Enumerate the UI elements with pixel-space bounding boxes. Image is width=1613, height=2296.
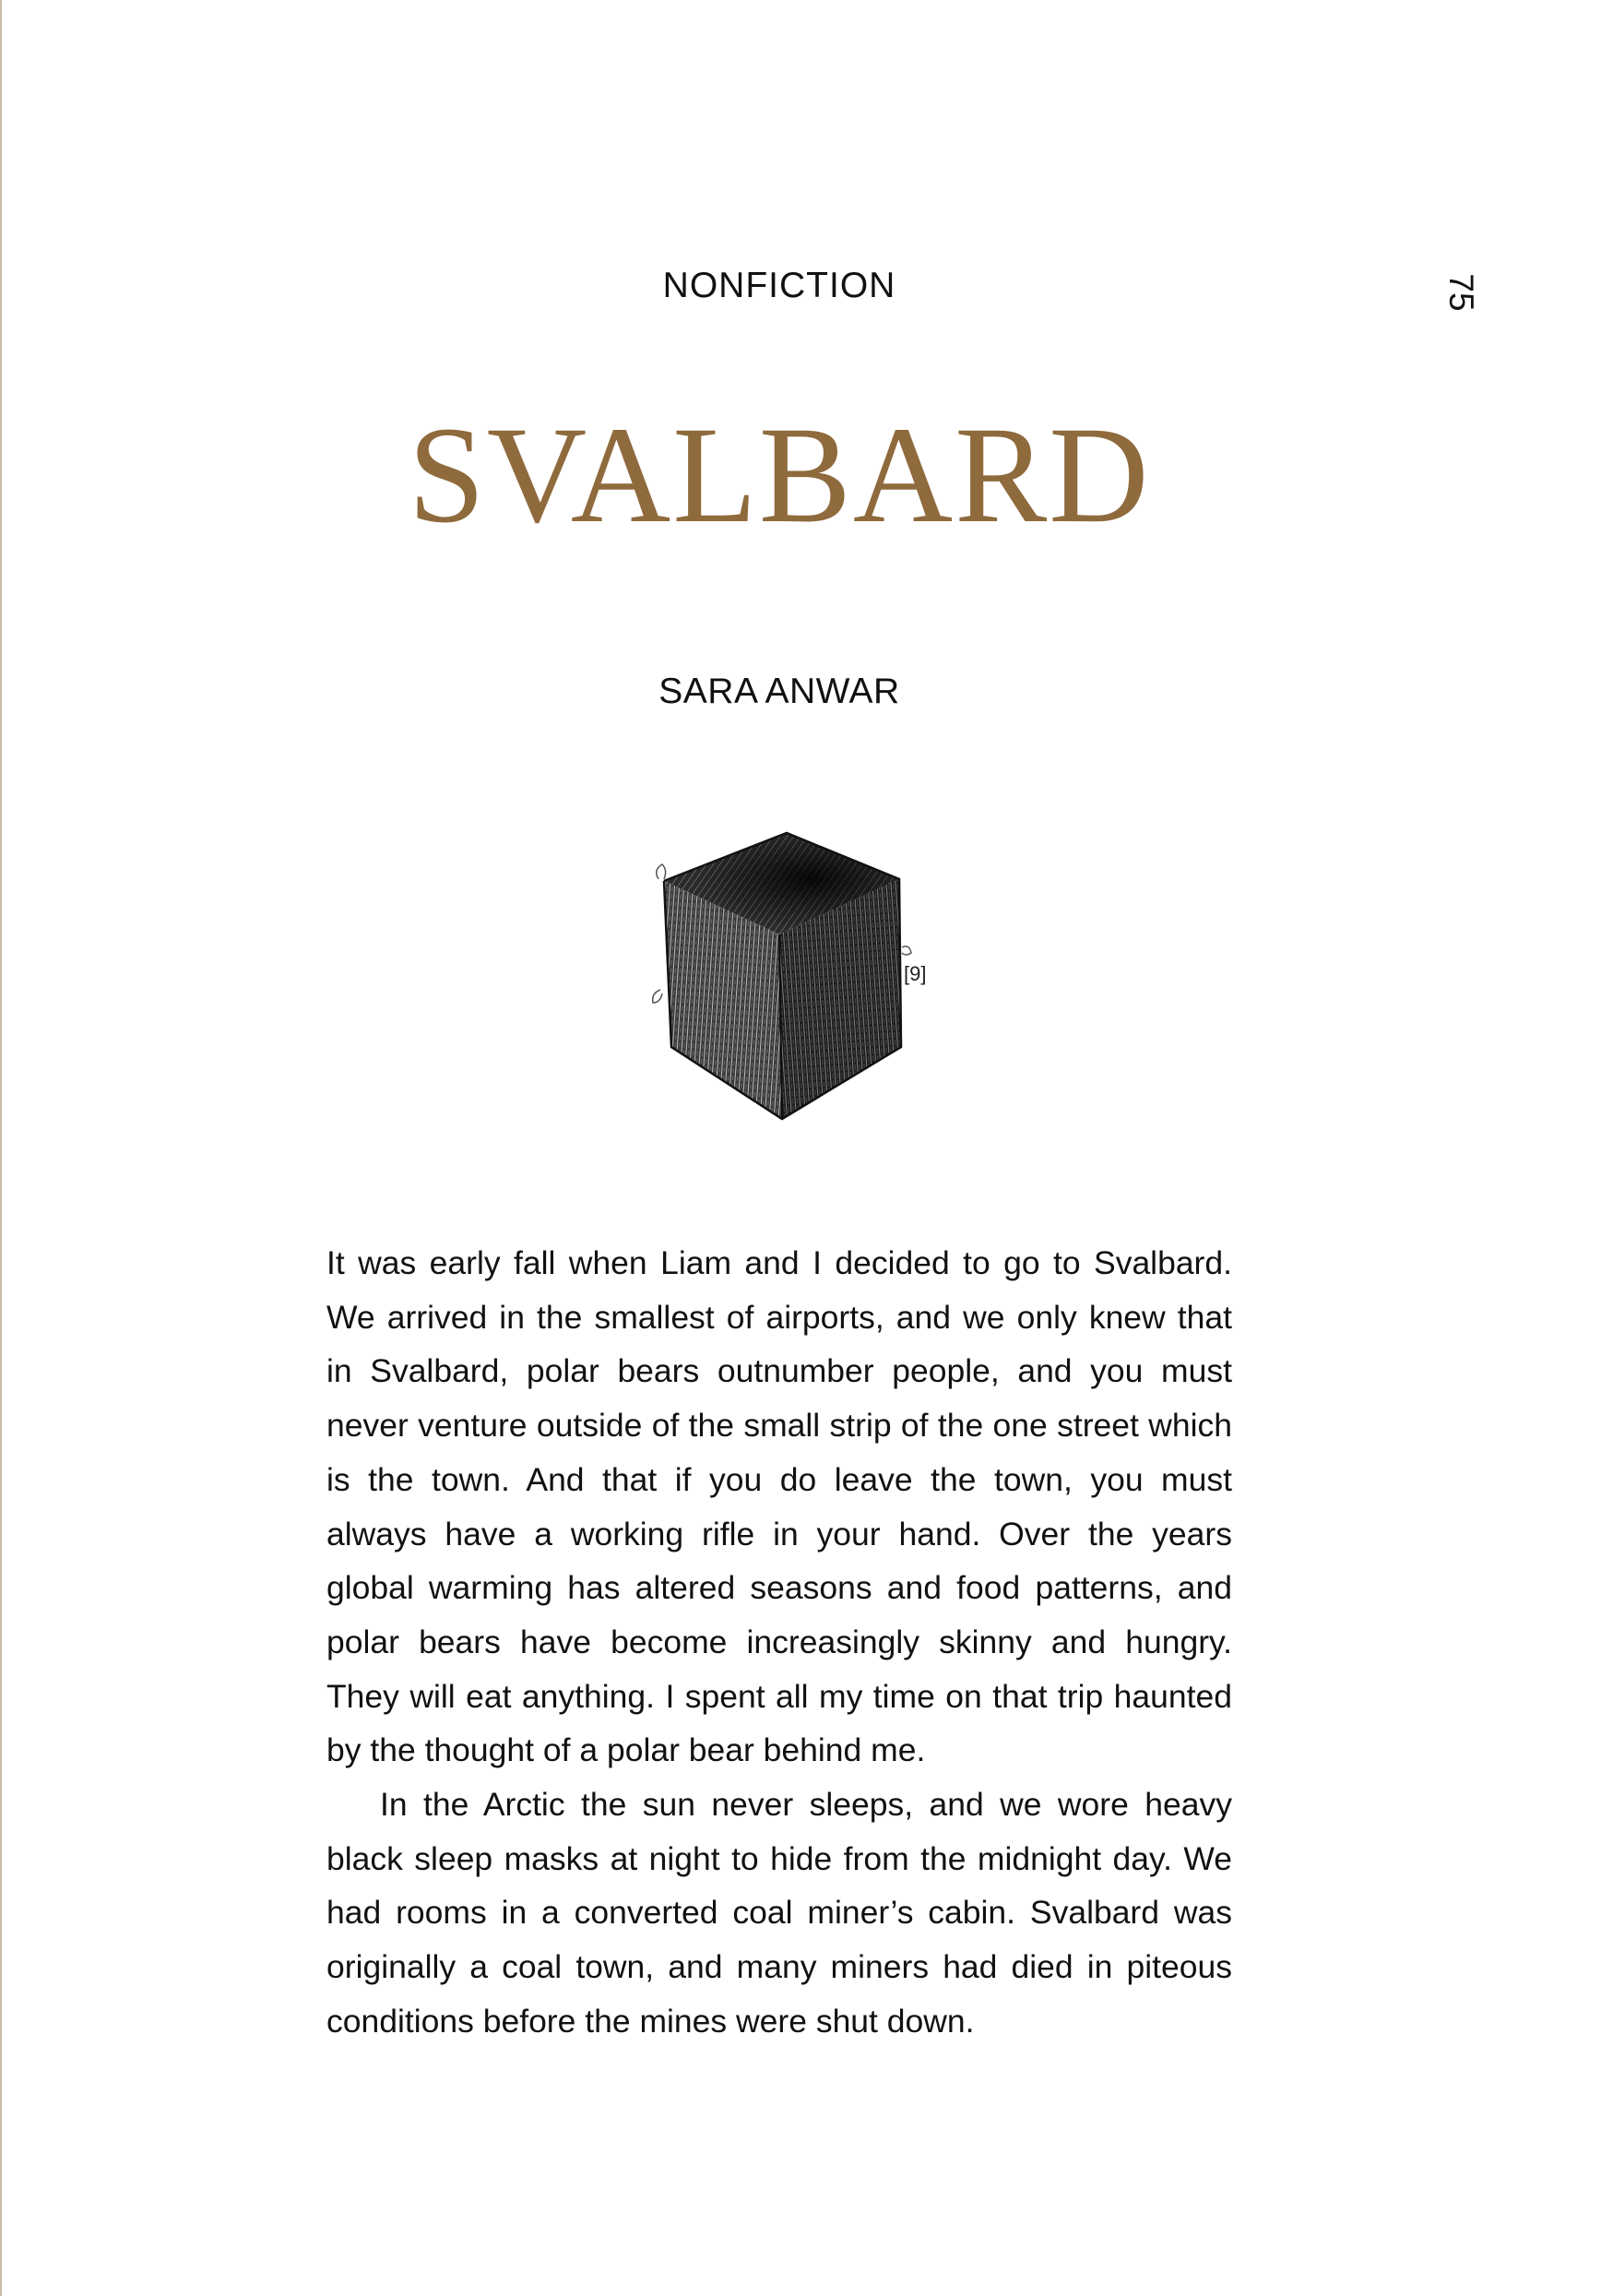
article-body [326,1236,1232,2049]
section-label: NONFICTION [662,266,896,305]
page-edge-rule [0,0,2,2296]
body-paragraph: In the Arctic the sun never sleeps, and we wore heavy black sleep masks at night to hide from the midnight day. We had rooms in a converted coal miner’s cabin. Svalbard was originally a coal town, and many miners had died in piteous conditions before the mines were shut down. [326,1786,1232,2040]
article-author: SARA ANWAR [658,672,900,711]
article-title: SVALBARD [408,399,1151,552]
furry-cube-illustration-icon [646,826,922,1130]
body-paragraph: It was early fall when Liam and I decided to go to Svalbard. We arrived in the smallest of airports, and we only knew that in Svalbard, polar bears outnumber people, and you must never venture outside of the small strip of the one street which is the town. And that if you do leave the town, you must always have a working rifle in your hand. Over the years global warming has altered seasons and food patterns, and polar bears have become increasingly skinny and hungry. They will eat anything. I spent all my time on that trip haunted by the thought of a polar bear behind me. [326,1244,1232,1769]
page-number: 75 [1442,273,1480,312]
figure-reference-note: [9] [904,962,927,985]
